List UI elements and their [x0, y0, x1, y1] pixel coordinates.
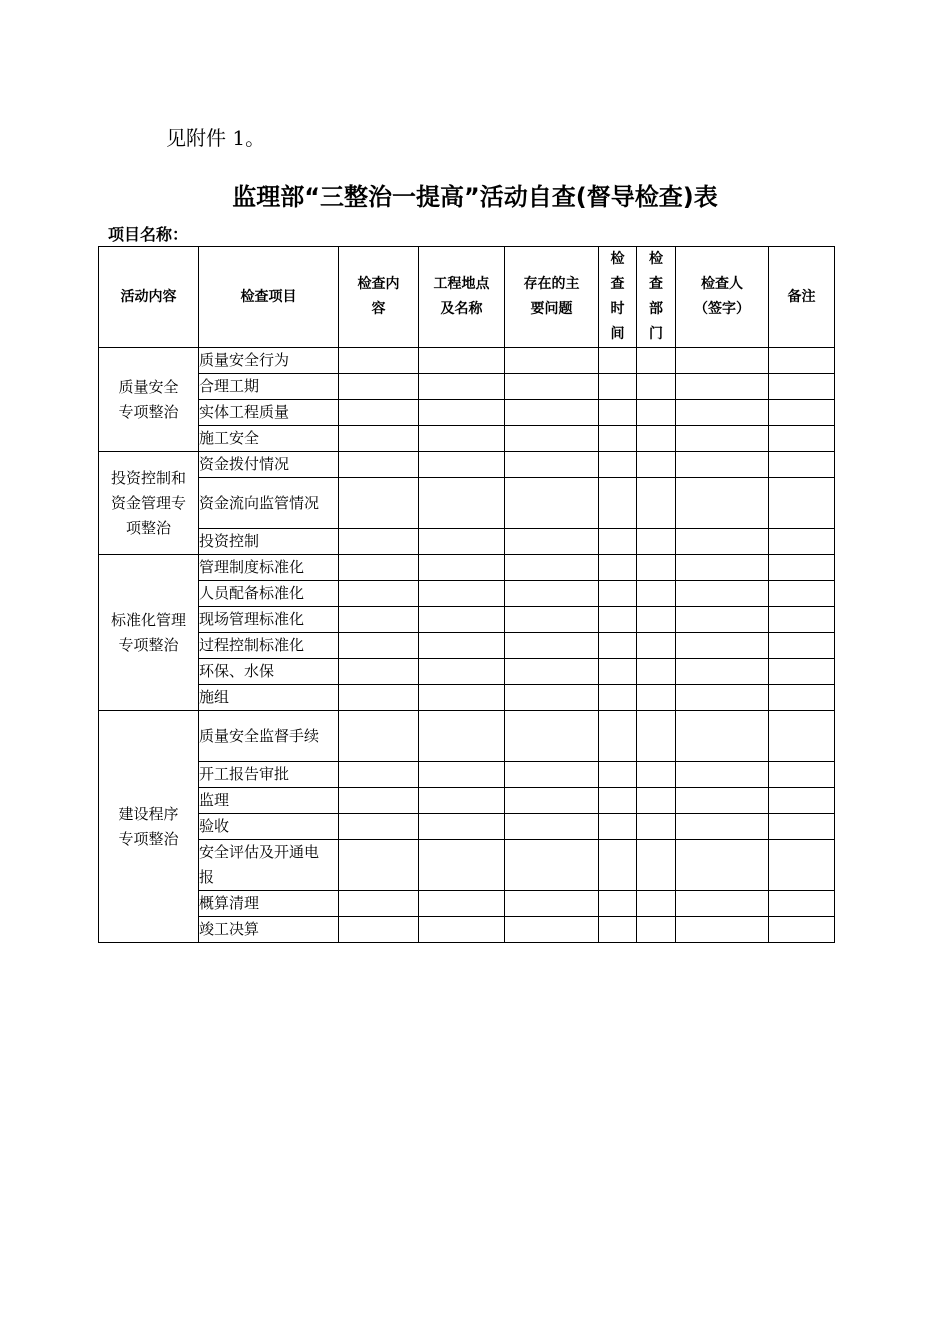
- empty-cell: [769, 607, 835, 633]
- empty-cell: [419, 891, 505, 917]
- table-row: [99, 400, 835, 426]
- inspection-table: [98, 246, 835, 943]
- empty-cell: [339, 891, 419, 917]
- empty-cell: [676, 659, 769, 685]
- empty-cell: [676, 917, 769, 943]
- empty-cell: [505, 762, 599, 788]
- empty-cell: [419, 788, 505, 814]
- empty-cell: [676, 840, 769, 891]
- empty-cell: [769, 452, 835, 478]
- activity-category: [99, 348, 199, 452]
- empty-cell: [339, 633, 419, 659]
- table-row: [99, 659, 835, 685]
- page-title: 监理部“三整治一提高”活动自查(督导检查)表: [232, 183, 718, 211]
- activity-category-label: 标准化管理专项整治: [110, 610, 186, 654]
- table-row: [99, 762, 835, 788]
- empty-cell: [599, 581, 637, 607]
- empty-cell: [419, 711, 505, 762]
- empty-cell: [505, 891, 599, 917]
- empty-cell: [599, 788, 637, 814]
- empty-cell: [676, 426, 769, 452]
- empty-cell: [419, 607, 505, 633]
- check-item: 验收: [199, 814, 339, 840]
- empty-cell: [339, 400, 419, 426]
- empty-cell: [505, 814, 599, 840]
- empty-cell: [769, 917, 835, 943]
- table-row: [99, 374, 835, 400]
- empty-cell: [505, 788, 599, 814]
- table-row: [99, 426, 835, 452]
- empty-cell: [769, 762, 835, 788]
- table-row: [99, 711, 835, 762]
- empty-cell: [599, 711, 637, 762]
- empty-cell: [599, 814, 637, 840]
- header-dept: [637, 247, 676, 348]
- empty-cell: [505, 633, 599, 659]
- empty-cell: [599, 633, 637, 659]
- activity-category: [99, 555, 199, 711]
- activity-category: [99, 452, 199, 555]
- empty-cell: [339, 840, 419, 891]
- empty-cell: [599, 555, 637, 581]
- header-time-label: 检查时间: [610, 251, 625, 342]
- empty-cell: [419, 581, 505, 607]
- check-item: 投资控制: [199, 529, 339, 555]
- empty-cell: [676, 711, 769, 762]
- empty-cell: [676, 529, 769, 555]
- empty-cell: [599, 685, 637, 711]
- empty-cell: [505, 555, 599, 581]
- empty-cell: [637, 555, 676, 581]
- check-item: 施工安全: [199, 426, 339, 452]
- table-row: [99, 478, 835, 529]
- empty-cell: [339, 762, 419, 788]
- empty-cell: [419, 374, 505, 400]
- table-row: [99, 452, 835, 478]
- check-item: 概算清理: [199, 891, 339, 917]
- empty-cell: [419, 452, 505, 478]
- empty-cell: [769, 659, 835, 685]
- empty-cell: [419, 685, 505, 711]
- empty-cell: [637, 685, 676, 711]
- check-item: 合理工期: [199, 374, 339, 400]
- empty-cell: [505, 426, 599, 452]
- empty-cell: [599, 426, 637, 452]
- empty-cell: [769, 348, 835, 374]
- header-content-label: 检查内容: [357, 276, 400, 317]
- empty-cell: [769, 633, 835, 659]
- empty-cell: [339, 426, 419, 452]
- empty-cell: [637, 426, 676, 452]
- intro-text: 见附件 1。: [166, 126, 266, 150]
- empty-cell: [637, 529, 676, 555]
- check-item: 竣工决算: [199, 917, 339, 943]
- empty-cell: [339, 659, 419, 685]
- table-row: [99, 529, 835, 555]
- empty-cell: [339, 478, 419, 529]
- check-item: 实体工程质量: [199, 400, 339, 426]
- check-item: 资金流向监管情况: [199, 478, 339, 529]
- empty-cell: [769, 685, 835, 711]
- empty-cell: [637, 478, 676, 529]
- check-item: 施组: [199, 685, 339, 711]
- empty-cell: [505, 400, 599, 426]
- table-row: [99, 814, 835, 840]
- empty-cell: [676, 891, 769, 917]
- empty-cell: [505, 478, 599, 529]
- empty-cell: [676, 478, 769, 529]
- header-remarks: 备注: [769, 247, 835, 348]
- empty-cell: [676, 374, 769, 400]
- empty-cell: [505, 685, 599, 711]
- empty-cell: [769, 840, 835, 891]
- empty-cell: [599, 762, 637, 788]
- empty-cell: [599, 529, 637, 555]
- empty-cell: [599, 607, 637, 633]
- empty-cell: [419, 400, 505, 426]
- empty-cell: [505, 840, 599, 891]
- empty-cell: [419, 426, 505, 452]
- empty-cell: [339, 788, 419, 814]
- header-inspector: [676, 247, 769, 348]
- empty-cell: [505, 581, 599, 607]
- empty-cell: [505, 529, 599, 555]
- check-item: 人员配备标准化: [199, 581, 339, 607]
- table-row: [99, 840, 835, 891]
- empty-cell: [769, 891, 835, 917]
- empty-cell: [637, 581, 676, 607]
- header-time: [599, 247, 637, 348]
- check-item: 资金拨付情况: [199, 452, 339, 478]
- empty-cell: [505, 711, 599, 762]
- empty-cell: [637, 762, 676, 788]
- empty-cell: [769, 426, 835, 452]
- empty-cell: [637, 607, 676, 633]
- empty-cell: [419, 529, 505, 555]
- empty-cell: [505, 374, 599, 400]
- check-item: 管理制度标准化: [199, 555, 339, 581]
- empty-cell: [419, 659, 505, 685]
- activity-category-label: 建设程序专项整治: [118, 804, 179, 848]
- check-item: 环保、水保: [199, 659, 339, 685]
- table-row: [99, 633, 835, 659]
- header-location-label: 工程地点及名称: [433, 276, 490, 317]
- empty-cell: [419, 814, 505, 840]
- header-problems-label: 存在的主要问题: [523, 276, 580, 317]
- empty-cell: [599, 348, 637, 374]
- empty-cell: [339, 685, 419, 711]
- empty-cell: [676, 814, 769, 840]
- empty-cell: [676, 555, 769, 581]
- empty-cell: [637, 891, 676, 917]
- empty-cell: [419, 633, 505, 659]
- table-row: [99, 788, 835, 814]
- check-item: 质量安全监督手续: [199, 711, 339, 762]
- empty-cell: [769, 555, 835, 581]
- empty-cell: [339, 348, 419, 374]
- empty-cell: [769, 581, 835, 607]
- check-item: 安全评估及开通电报: [199, 840, 339, 891]
- empty-cell: [676, 762, 769, 788]
- activity-category: [99, 711, 199, 943]
- empty-cell: [637, 814, 676, 840]
- empty-cell: [599, 917, 637, 943]
- empty-cell: [599, 452, 637, 478]
- table-body: [99, 348, 835, 943]
- empty-cell: [419, 840, 505, 891]
- empty-cell: [419, 478, 505, 529]
- activity-category-label: 质量安全专项整治: [118, 377, 179, 421]
- header-location: [419, 247, 505, 348]
- empty-cell: [769, 374, 835, 400]
- empty-cell: [419, 917, 505, 943]
- empty-cell: [676, 400, 769, 426]
- check-item: 监理: [199, 788, 339, 814]
- empty-cell: [769, 788, 835, 814]
- empty-cell: [769, 814, 835, 840]
- empty-cell: [505, 659, 599, 685]
- empty-cell: [676, 788, 769, 814]
- table-row: [99, 685, 835, 711]
- table-row: [99, 348, 835, 374]
- empty-cell: [599, 478, 637, 529]
- empty-cell: [769, 400, 835, 426]
- empty-cell: [419, 555, 505, 581]
- empty-cell: [637, 400, 676, 426]
- check-item: 现场管理标准化: [199, 607, 339, 633]
- empty-cell: [419, 762, 505, 788]
- empty-cell: [637, 374, 676, 400]
- header-content: [339, 247, 419, 348]
- header-row: [99, 247, 835, 348]
- empty-cell: [676, 348, 769, 374]
- empty-cell: [769, 711, 835, 762]
- empty-cell: [637, 659, 676, 685]
- empty-cell: [339, 917, 419, 943]
- empty-cell: [637, 633, 676, 659]
- empty-cell: [599, 400, 637, 426]
- activity-category-label: 投资控制和资金管理专项整治: [110, 468, 186, 537]
- empty-cell: [339, 529, 419, 555]
- table-row: [99, 917, 835, 943]
- empty-cell: [419, 348, 505, 374]
- header-inspector-label: 检查人（签字）: [694, 276, 750, 317]
- empty-cell: [676, 452, 769, 478]
- empty-cell: [505, 607, 599, 633]
- empty-cell: [505, 348, 599, 374]
- empty-cell: [637, 917, 676, 943]
- empty-cell: [637, 711, 676, 762]
- check-item: 过程控制标准化: [199, 633, 339, 659]
- project-name-label: 项目名称：: [108, 225, 189, 244]
- empty-cell: [637, 788, 676, 814]
- empty-cell: [637, 452, 676, 478]
- empty-cell: [599, 891, 637, 917]
- empty-cell: [769, 478, 835, 529]
- check-item: 质量安全行为: [199, 348, 339, 374]
- table-row: [99, 581, 835, 607]
- empty-cell: [676, 633, 769, 659]
- empty-cell: [505, 917, 599, 943]
- empty-cell: [339, 452, 419, 478]
- empty-cell: [339, 814, 419, 840]
- empty-cell: [769, 529, 835, 555]
- table-row: [99, 555, 835, 581]
- header-problems: [505, 247, 599, 348]
- empty-cell: [676, 685, 769, 711]
- empty-cell: [599, 840, 637, 891]
- empty-cell: [339, 581, 419, 607]
- header-activity: 活动内容: [99, 247, 199, 348]
- header-item: 检查项目: [199, 247, 339, 348]
- empty-cell: [339, 374, 419, 400]
- empty-cell: [599, 659, 637, 685]
- header-dept-label: 检查部门: [649, 251, 663, 342]
- empty-cell: [505, 452, 599, 478]
- empty-cell: [637, 840, 676, 891]
- table-row: [99, 891, 835, 917]
- empty-cell: [676, 607, 769, 633]
- table-row: [99, 607, 835, 633]
- empty-cell: [599, 374, 637, 400]
- check-item: 开工报告审批: [199, 762, 339, 788]
- empty-cell: [339, 711, 419, 762]
- empty-cell: [339, 607, 419, 633]
- empty-cell: [637, 348, 676, 374]
- empty-cell: [676, 581, 769, 607]
- empty-cell: [339, 555, 419, 581]
